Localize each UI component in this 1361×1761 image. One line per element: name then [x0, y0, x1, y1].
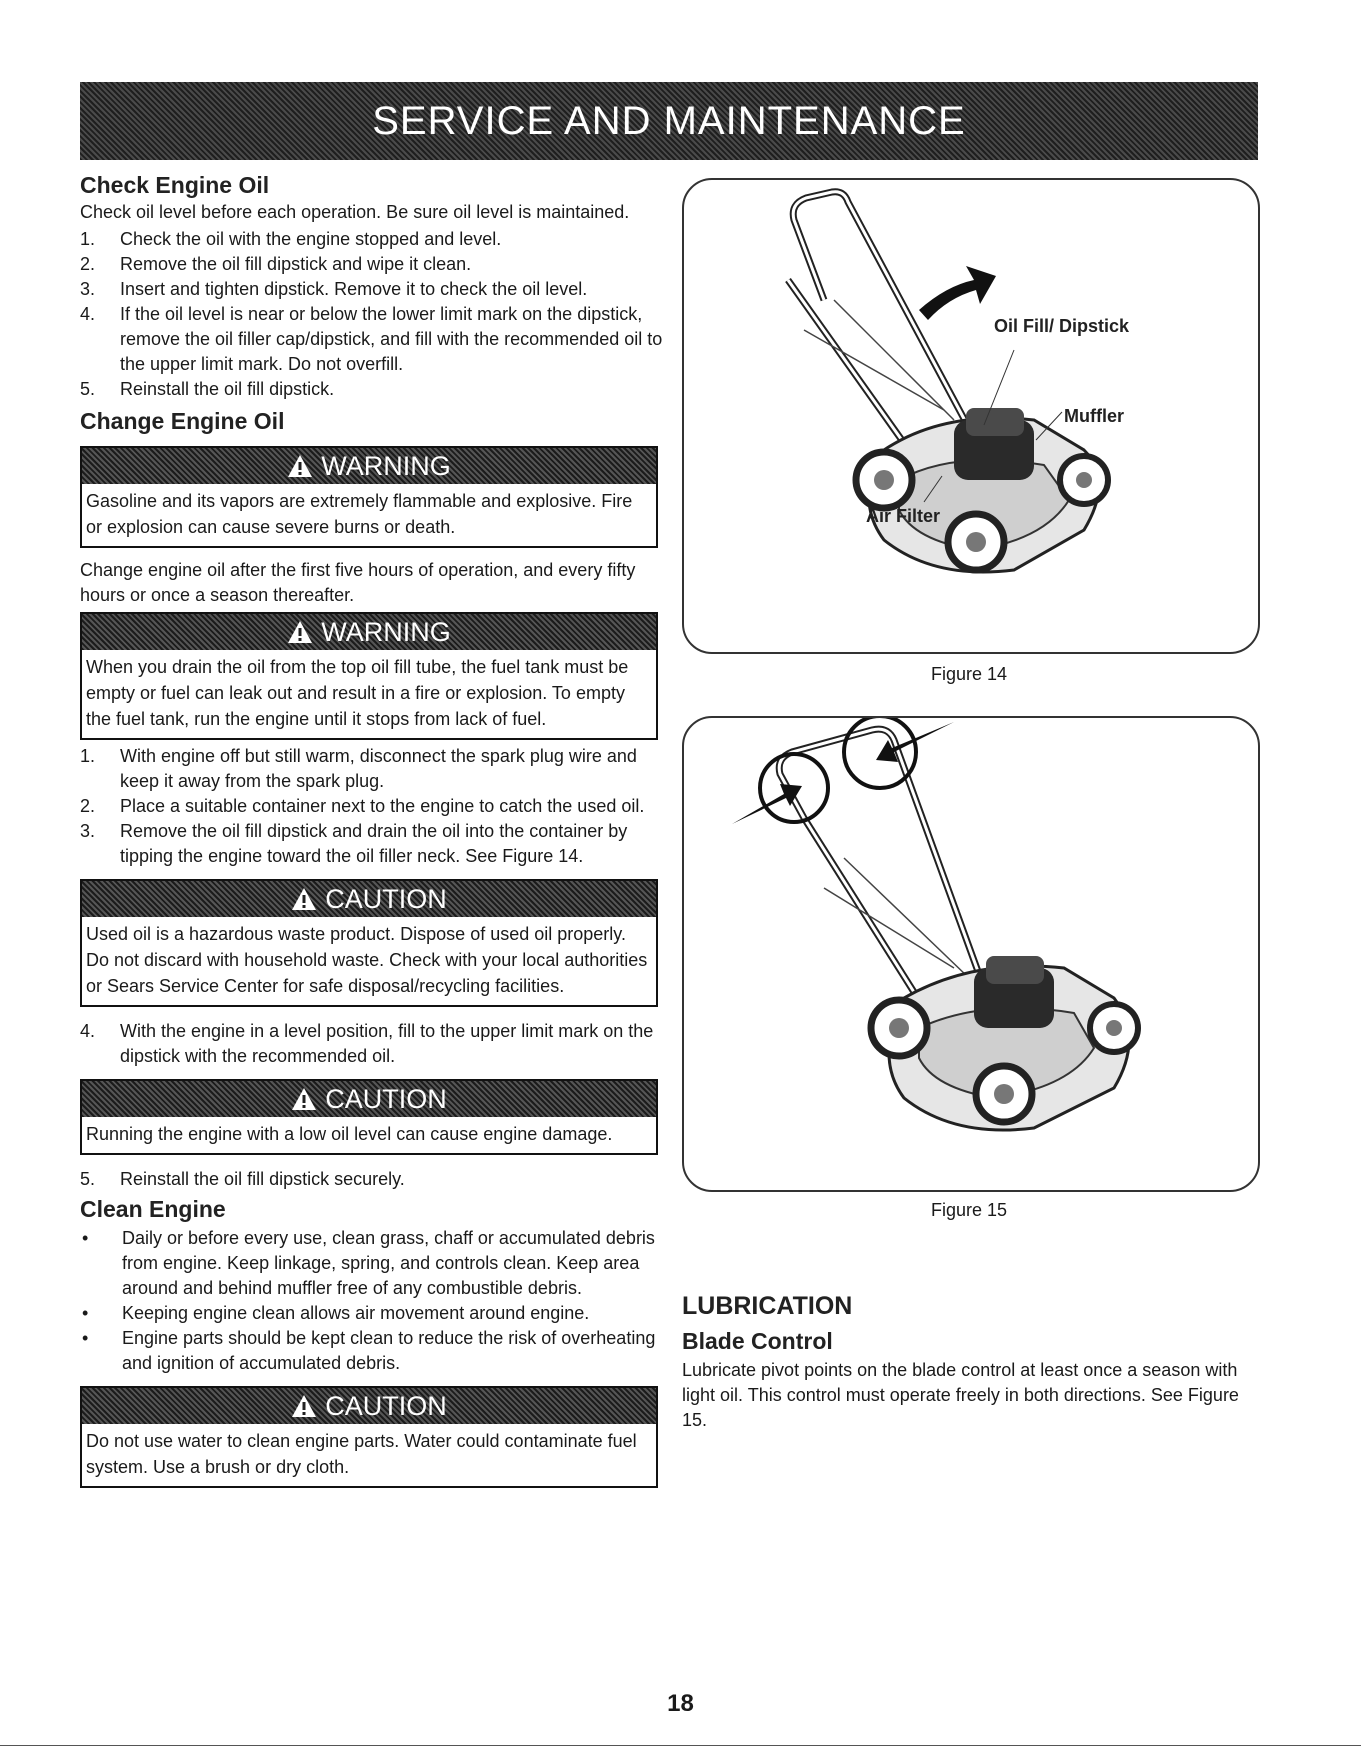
figure-14: [682, 178, 1260, 654]
list-item: • Keeping engine clean allows air movement around engine.: [82, 1303, 590, 1323]
lubrication-heading: LUBRICATION: [682, 1292, 853, 1320]
page-number: 18: [667, 1690, 694, 1717]
warning-title: WARNING: [321, 616, 451, 647]
blade-control-text: Lubricate pivot points on the blade control at least once a season with light oil. This control must operate freely in both directions. See Figure 15.: [682, 1360, 1239, 1430]
change-oil-para: Change engine oil after the first five hours of operation, and every fifty hours or once a season thereafter.: [80, 560, 636, 605]
alert-triangle-icon: [291, 887, 317, 911]
footer-divider: [0, 1745, 1361, 1746]
alert-triangle-icon: [291, 1087, 317, 1111]
caution-title: CAUTION: [325, 883, 447, 914]
left-column: [80, 170, 665, 1488]
caution-text: Running the engine with a low oil level can cause engine damage.: [86, 1124, 613, 1144]
caution-text: Do not use water to clean engine parts. Water could contaminate fuel system. Use a brush or dry cloth.: [86, 1431, 637, 1477]
check-oil-steps: [80, 227, 665, 402]
check-oil-heading: Check Engine Oil: [80, 172, 270, 198]
list-item: 3. Remove the oil fill dipstick and drain the oil into the container by tipping the engine toward the oil filler neck. See Figure 14.: [80, 821, 628, 866]
list-item: 2. Place a suitable container next to the engine to catch the used oil.: [80, 796, 645, 816]
section-banner: [80, 82, 1258, 160]
change-oil-heading: Change Engine Oil: [80, 408, 285, 434]
oil-fill-label: Oil Fill/ Dipstick: [994, 316, 1130, 336]
clean-bullets: [80, 1226, 665, 1376]
drain-steps: [80, 744, 665, 869]
figure-14-caption: Figure 14: [930, 664, 1008, 684]
warning-header: [82, 614, 656, 650]
list-item: 2. Remove the oil fill dipstick and wipe it clean.: [80, 254, 472, 274]
section-title: SERVICE AND MAINTENANCE: [372, 98, 966, 143]
caution-header: [82, 881, 656, 917]
list-item: 4. With the engine in a level position, fill to the upper limit mark on the dipstick with the recommended oil.: [80, 1021, 654, 1066]
air-filter-label: Air Filter: [866, 506, 941, 526]
lubrication-section: [682, 1290, 1257, 1433]
alert-triangle-icon: [291, 1394, 317, 1418]
alert-triangle-icon: [287, 620, 313, 644]
caution-header: [82, 1081, 656, 1117]
alert-triangle-icon: [287, 454, 313, 478]
caution-header: [82, 1388, 656, 1424]
list-item: 3. Insert and tighten dipstick. Remove it to check the oil level.: [80, 279, 588, 299]
mower-illustration: [684, 180, 1258, 652]
warning-box: [80, 446, 658, 548]
warning-title: WARNING: [321, 450, 451, 481]
mower-illustration: [684, 718, 1258, 1190]
caution-box: [80, 1079, 658, 1155]
figure-15-caption: Figure 15: [930, 1200, 1008, 1220]
check-oil-intro: Check oil level before each operation. Be sure oil level is maintained.: [80, 202, 630, 222]
caution-box: [80, 879, 658, 1007]
blade-control-heading: Blade Control: [682, 1328, 833, 1354]
warning-box: [80, 612, 658, 740]
list-item: 1. Check the oil with the engine stopped and level.: [80, 229, 502, 249]
caution-title: CAUTION: [325, 1390, 447, 1421]
list-item: 5. Reinstall the oil fill dipstick securely.: [80, 1169, 405, 1189]
list-item: 1. With engine off but still warm, disconnect the spark plug wire and keep it away from the spark plug.: [80, 746, 637, 791]
reinstall-step: [80, 1167, 665, 1192]
list-item: • Engine parts should be kept clean to reduce the risk of overheating and ignition of accumulated debris.: [82, 1328, 656, 1373]
caution-text: Used oil is a hazardous waste product. Dispose of used oil properly. Do not discard with household waste. Check with your local authorities or Sears Service Center for safe disposal/recycling facilities.: [86, 924, 648, 996]
clean-engine-heading: Clean Engine: [80, 1196, 226, 1222]
caution-title: CAUTION: [325, 1083, 447, 1114]
warning-text: Gasoline and its vapors are extremely flammable and explosive. Fire or explosion can cause severe burns or death.: [86, 491, 633, 537]
list-item: 4. If the oil level is near or below the lower limit mark on the dipstick, remove the oil filler cap/dipstick, and fill with the recommended oil to the upper limit mark. Do not overfill.: [80, 304, 663, 374]
list-item: 5. Reinstall the oil fill dipstick.: [80, 379, 335, 399]
warning-header: [82, 448, 656, 484]
caution-box: [80, 1386, 658, 1488]
figure-15: [682, 716, 1260, 1192]
muffler-label: Muffler: [1064, 406, 1124, 426]
fill-step: [80, 1019, 665, 1069]
list-item: • Daily or before every use, clean grass, chaff or accumulated debris from engine. Keep linkage, spring, and controls clean. Keep area around and behind muffler free of any combustible debris.: [82, 1228, 655, 1298]
warning-text: When you drain the oil from the top oil fill tube, the fuel tank must be empty or fuel can leak out and result in a fire or explosion. To empty the fuel tank, run the engine until it stops from lack of fuel.: [86, 657, 629, 729]
